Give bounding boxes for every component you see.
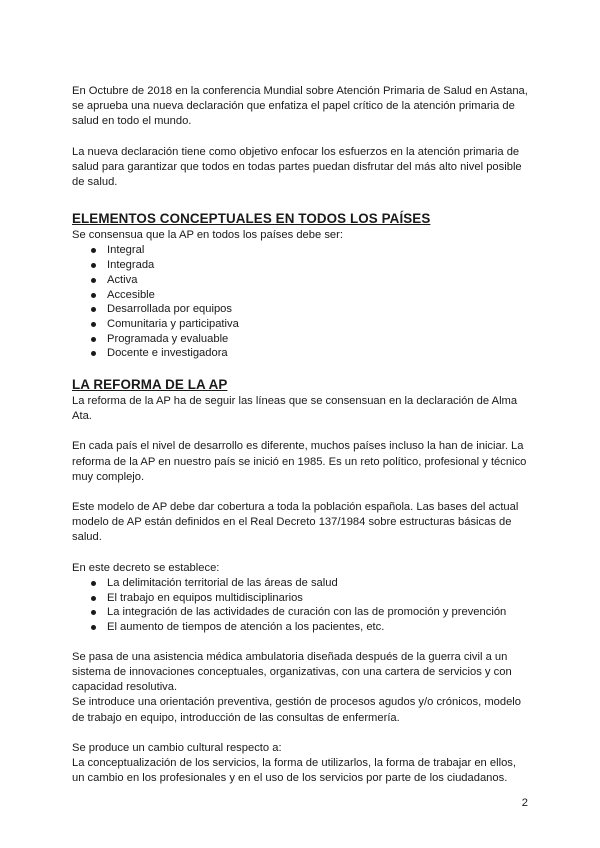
reforma-paragraph-4: Se pasa de una asistencia médica ambulatoria diseñada después de la guerra civil a un sistema de innovaciones conceptuales, organizativas, con una cartera de servicios y con capacidad resolutiva. xyxy=(72,650,512,694)
list-item: Comunitaria y participativa xyxy=(72,317,528,332)
paragraph-gap xyxy=(72,635,528,650)
paragraph-gap xyxy=(72,726,528,741)
reforma-paragraph-7: La conceptualización de los servicios, la forma de utilizarlos, la forma de trabajar en ellos, un cambio en los profesionales y en el uso de los servicios por parte de los ciudadanos. xyxy=(72,756,516,785)
reforma-paragraph-3: Este modelo de AP debe dar cobertura a toda la población española. Las bases del actual modelo de AP están definidos en el Real Decreto 137/1984 sobre estructuras básicas de salud. xyxy=(72,501,519,544)
list-item: La integración de las actividades de curación con las de promoción y prevención xyxy=(72,605,528,620)
list-item: El aumento de tiempos de atención a los pacientes, etc. xyxy=(72,620,528,635)
decreto-lead: En este decreto se establece: xyxy=(72,561,220,574)
bullet-list-elementos xyxy=(72,243,528,361)
list-item: El trabajo en equipos multidisciplinarios xyxy=(72,591,528,606)
list-item: Desarrollada por equipos xyxy=(72,302,528,317)
list-item: Activa xyxy=(72,273,528,288)
list-item: Accesible xyxy=(72,288,528,303)
list-item: La delimitación territorial de las áreas de salud xyxy=(72,576,528,591)
reforma-paragraph-5: Se introduce una orientación preventiva, gestión de procesos agudos y/o crónicos, modelo de trabajo en equipo, introducción de las consultas de enfermería. xyxy=(72,696,522,724)
list-item: Docente e investigadora xyxy=(72,346,528,361)
list-item: Integrada xyxy=(72,258,528,273)
list-item: Programada y evaluable xyxy=(72,332,528,347)
reforma-paragraph-6: Se produce un cambio cultural respecto a: xyxy=(72,741,282,754)
intro-paragraph-2: La nueva declaración tiene como objetivo enfocar los esfuerzos en la atención primaria de salud para garantizar que todos en todas partes puedan disfrutar del más alto nivel posible de salud. xyxy=(72,145,522,189)
document-page xyxy=(72,84,528,786)
paragraph-gap xyxy=(72,424,528,439)
paragraph-gap xyxy=(72,485,528,500)
section1-lead: Se consensua que la AP en todos los países debe ser: xyxy=(72,229,343,242)
page-number: 2 xyxy=(521,797,528,809)
reforma-paragraph-2: En cada país el nivel de desarrollo es diferente, muchos países incluso la han de iniciar. La reforma de la AP en nuestro país se inició en 1985. Es un reto político, profesional y técnico muy complejo. xyxy=(72,440,527,483)
paragraph-gap xyxy=(72,130,528,145)
bullet-list-decreto xyxy=(72,576,528,635)
section-heading-reforma: LA REFORMA DE LA AP xyxy=(72,377,228,393)
section-heading-elementos: ELEMENTOS CONCEPTUALES EN TODOS LOS PAÍSES xyxy=(72,211,431,227)
paragraph-gap xyxy=(72,546,528,561)
intro-paragraph-1: En Octubre de 2018 en la conferencia Mundial sobre Atención Primaria de Salud en Astana, se aprueba una nueva declaración que enfatiza el papel crítico de la atención primaria de salud en todo el mundo. xyxy=(72,85,528,128)
list-item: Integral xyxy=(72,243,528,258)
reforma-paragraph-1: La reforma de la AP ha de seguir las líneas que se consensuan en la declaración de Alma Ata. xyxy=(72,395,518,423)
